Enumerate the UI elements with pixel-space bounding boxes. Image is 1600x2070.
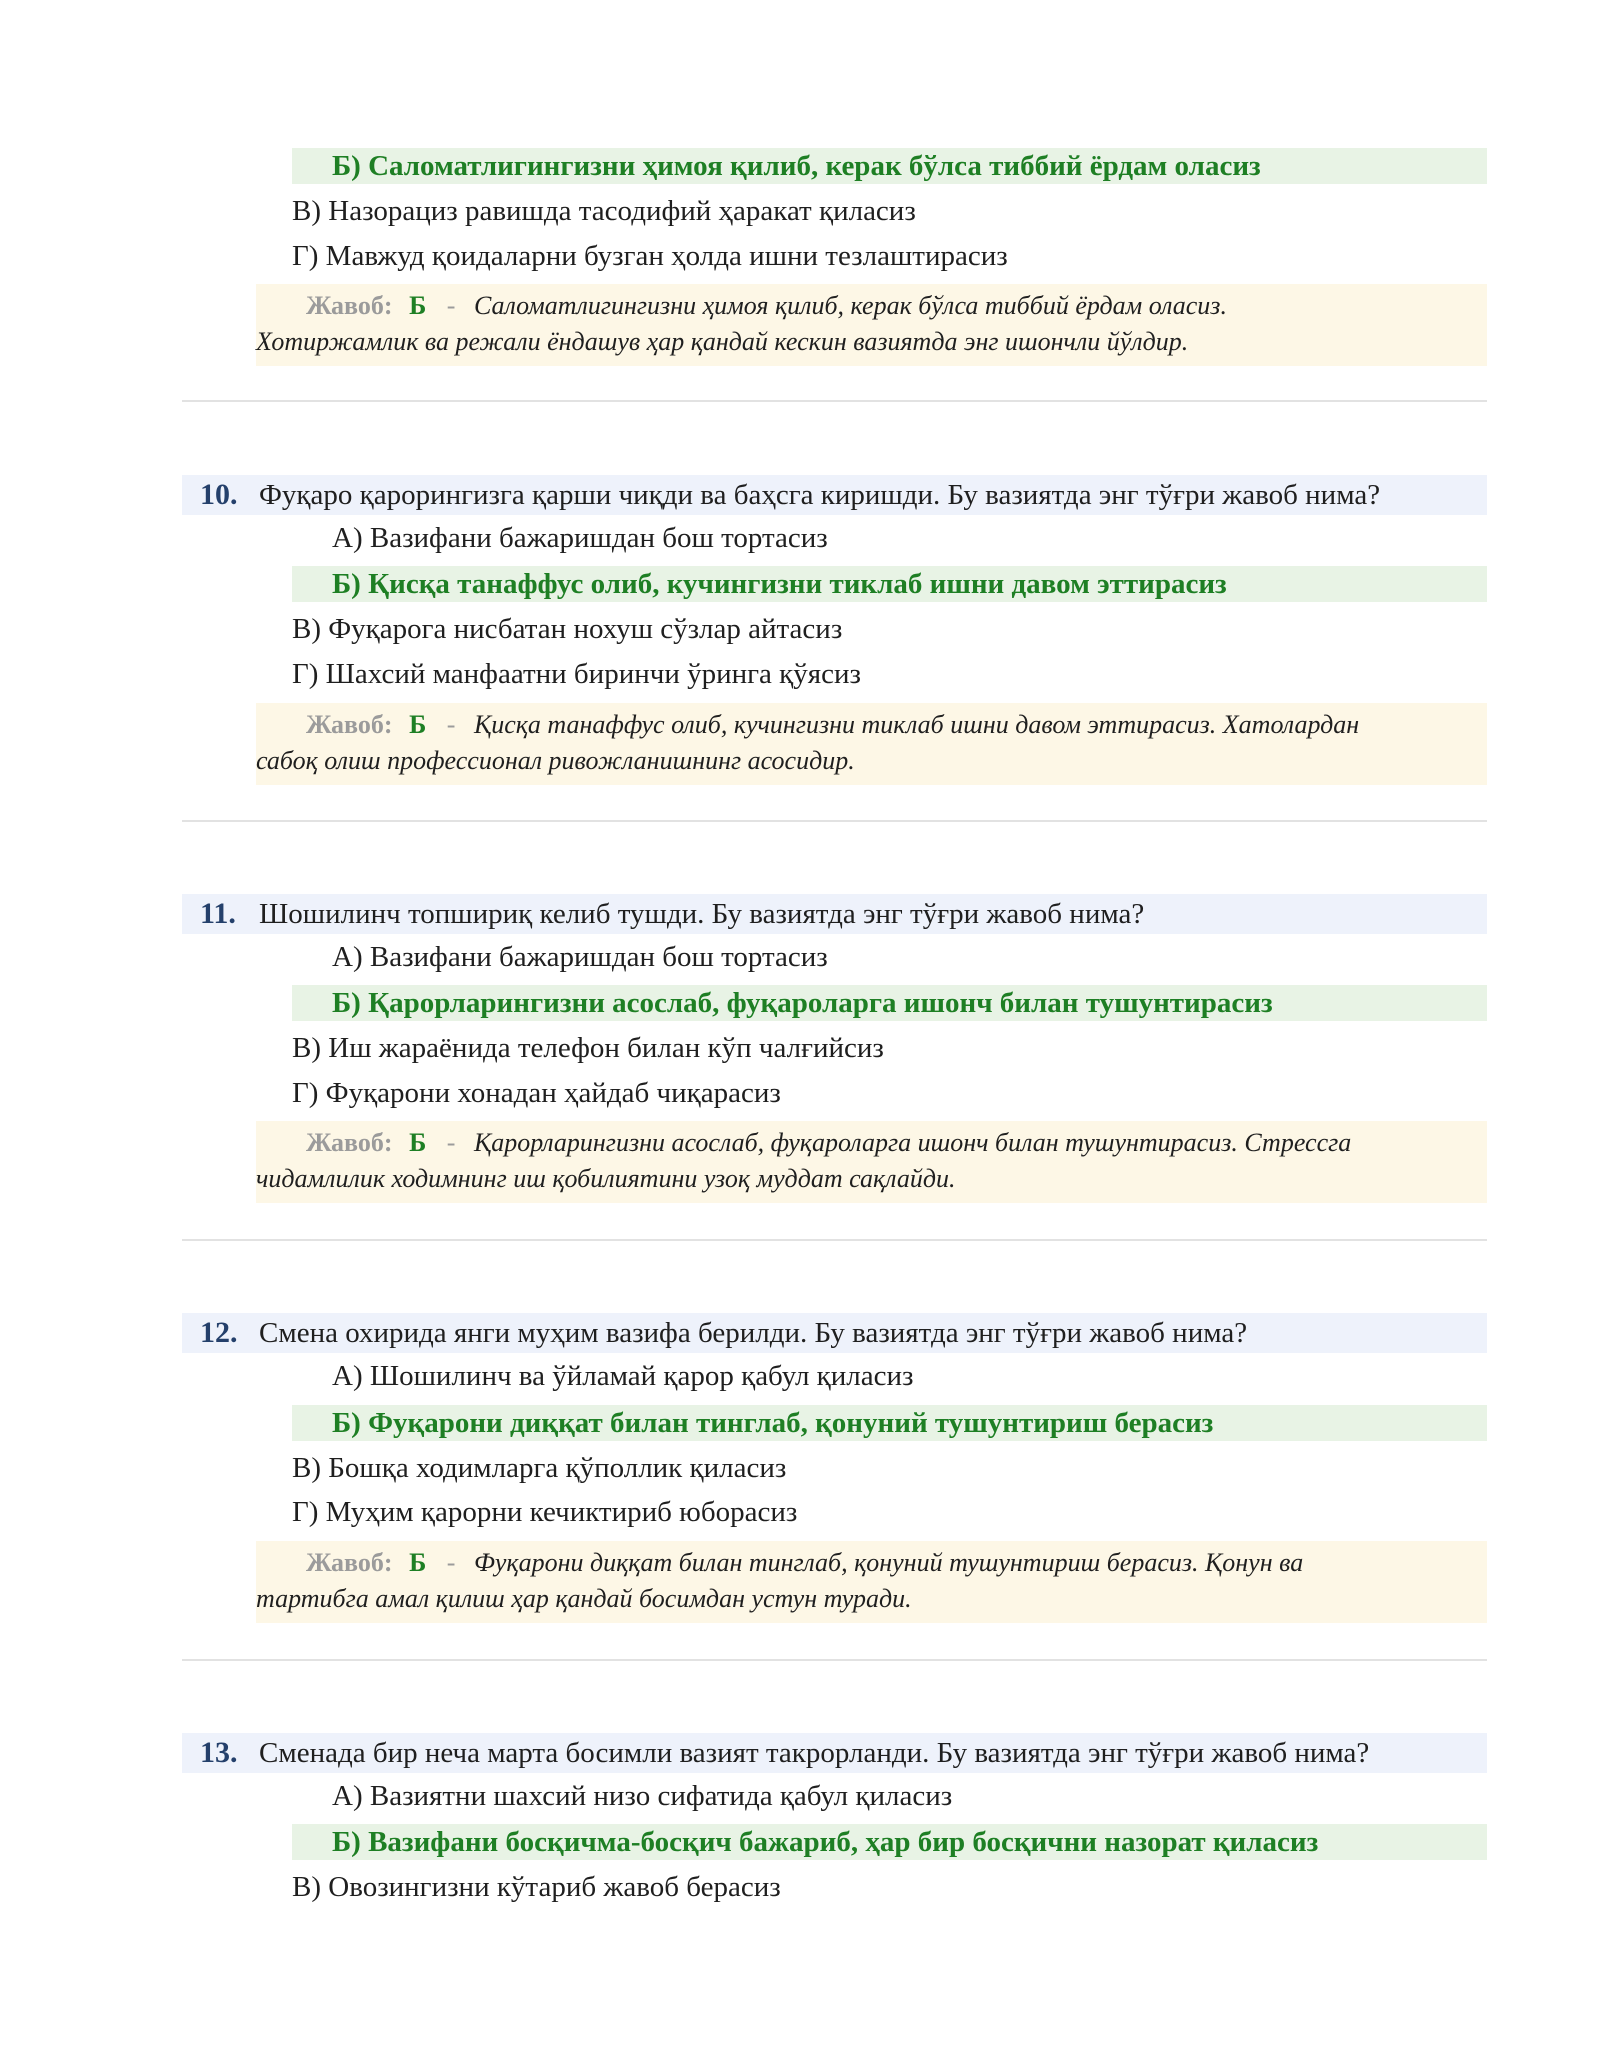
q11-number: 11. (200, 897, 236, 930)
q11-answer-box (256, 1121, 1487, 1203)
section-divider (182, 1239, 1487, 1241)
q9-option-b-correct: Б) Саломатлигингизни ҳимоя қилиб, керак бўлса тиббий ёрдам оласиз (292, 148, 1487, 184)
answer-label: Жавоб: (306, 1128, 393, 1157)
answer-dash: - (446, 1128, 456, 1157)
q11-question: Шошилинч топшириқ келиб тушди. Бу вазиятда энг тўғри жавоб нима? (259, 898, 1145, 930)
q12-option-v: В) Бошқа ходимларга қўполлик қиласиз (292, 1452, 787, 1484)
q12-option-g: Г) Муҳим қарорни кечиктириб юборасиз (292, 1496, 798, 1528)
answer-text-line1: Қисқа танаффус олиб, кучингизни тиклаб ишни давом эттирасиз. Хатолардан (473, 710, 1360, 739)
q12-option-b-correct: Б) Фуқарони диққат билан тинглаб, қонуний тушунтириш берасиз (292, 1405, 1487, 1441)
q10-option-b-correct: Б) Қисқа танаффус олиб, кучингизни тиклаб ишни давом эттирасиз (292, 566, 1487, 602)
q10-option-g: Г) Шахсий манфаатни биринчи ўринга қўясиз (292, 658, 861, 690)
q12-answer-box (256, 1541, 1487, 1623)
q12-question: Смена охирида янги муҳим вазифа берилди. Бу вазиятда энг тўғри жавоб нима? (259, 1317, 1248, 1349)
answer-text-line1: Саломатлигингизни ҳимоя қилиб, керак бўлса тиббий ёрдам оласиз. (473, 291, 1227, 320)
answer-text-line2: чидамлилик ходимнинг иш қобилиятини узоқ муддат сақлайди. (256, 1164, 956, 1193)
answer-label: Жавоб: (306, 291, 393, 320)
q13-question: Сменада бир неча марта босимли вазият такрорланди. Бу вазиятда энг тўғри жавоб нима? (259, 1737, 1370, 1769)
answer-text-line2: тартибга амал қилиш ҳар қандай босимдан устун туради. (256, 1584, 912, 1613)
answer-letter: Б (409, 291, 427, 320)
q13-header (182, 1733, 1487, 1773)
q11-option-g: Г) Фуқарони хонадан ҳайдаб чиқарасиз (292, 1077, 781, 1109)
q9-option-g: Г) Мавжуд қоидаларни бузган ҳолда ишни тезлаштирасиз (292, 240, 1008, 272)
q13-option-a: А) Вазиятни шахсий низо сифатида қабул қиласиз (332, 1780, 953, 1812)
q11-option-v: В) Иш жараёнида телефон билан кўп чалғийсиз (292, 1032, 884, 1064)
answer-letter: Б (409, 1548, 427, 1577)
q12-number: 12. (200, 1316, 238, 1349)
answer-dash: - (446, 291, 456, 320)
q9-answer-box (256, 284, 1487, 366)
answer-text-line1: Фуқарони диққат билан тинглаб, қонуний тушунтириш берасиз. Қонун ва (473, 1548, 1304, 1577)
answer-text-line1: Қарорларингизни асослаб, фуқароларга ишонч билан тушунтирасиз. Стрессга (473, 1128, 1352, 1157)
answer-label: Жавоб: (306, 710, 393, 739)
answer-letter: Б (409, 710, 427, 739)
answer-text-line2: Хотиржамлик ва режали ёндашув ҳар қандай кескин вазиятда энг ишончли йўлдир. (256, 327, 1189, 356)
section-divider (182, 1659, 1487, 1661)
answer-label: Жавоб: (306, 1548, 393, 1577)
q11-option-a: А) Вазифани бажаришдан бош тортасиз (332, 941, 828, 973)
q10-option-v: В) Фуқарога нисбатан нохуш сўзлар айтасиз (292, 613, 843, 645)
q10-header (182, 475, 1487, 515)
q9-option-v: В) Назорациз равишда тасодифий ҳаракат қиласиз (292, 195, 916, 227)
answer-dash: - (446, 710, 456, 739)
q11-header (182, 894, 1487, 934)
q11-option-b-correct: Б) Қарорларингизни асослаб, фуқароларга ишонч билан тушунтирасиз (292, 985, 1487, 1021)
section-divider (182, 820, 1487, 822)
answer-text-line2: сабоқ олиш профессионал ривожланишнинг асосидир. (256, 746, 855, 775)
q10-question: Фуқаро қарорингизга қарши чиқди ва баҳсга киришди. Бу вазиятда энг тўғри жавоб нима? (259, 479, 1381, 511)
q13-option-v: В) Овозингизни кўтариб жавоб берасиз (292, 1871, 781, 1903)
q12-header (182, 1313, 1487, 1353)
answer-dash: - (446, 1548, 456, 1577)
section-divider (182, 400, 1487, 402)
q10-number: 10. (200, 478, 238, 511)
q13-number: 13. (200, 1736, 238, 1769)
q10-answer-box (256, 703, 1487, 785)
q12-option-a: А) Шошилинч ва ўйламай қарор қабул қиласиз (332, 1360, 914, 1392)
answer-letter: Б (409, 1128, 427, 1157)
q10-option-a: А) Вазифани бажаришдан бош тортасиз (332, 522, 828, 554)
q13-option-b-correct: Б) Вазифани босқичма-босқич бажариб, ҳар бир босқични назорат қиласиз (292, 1824, 1487, 1860)
